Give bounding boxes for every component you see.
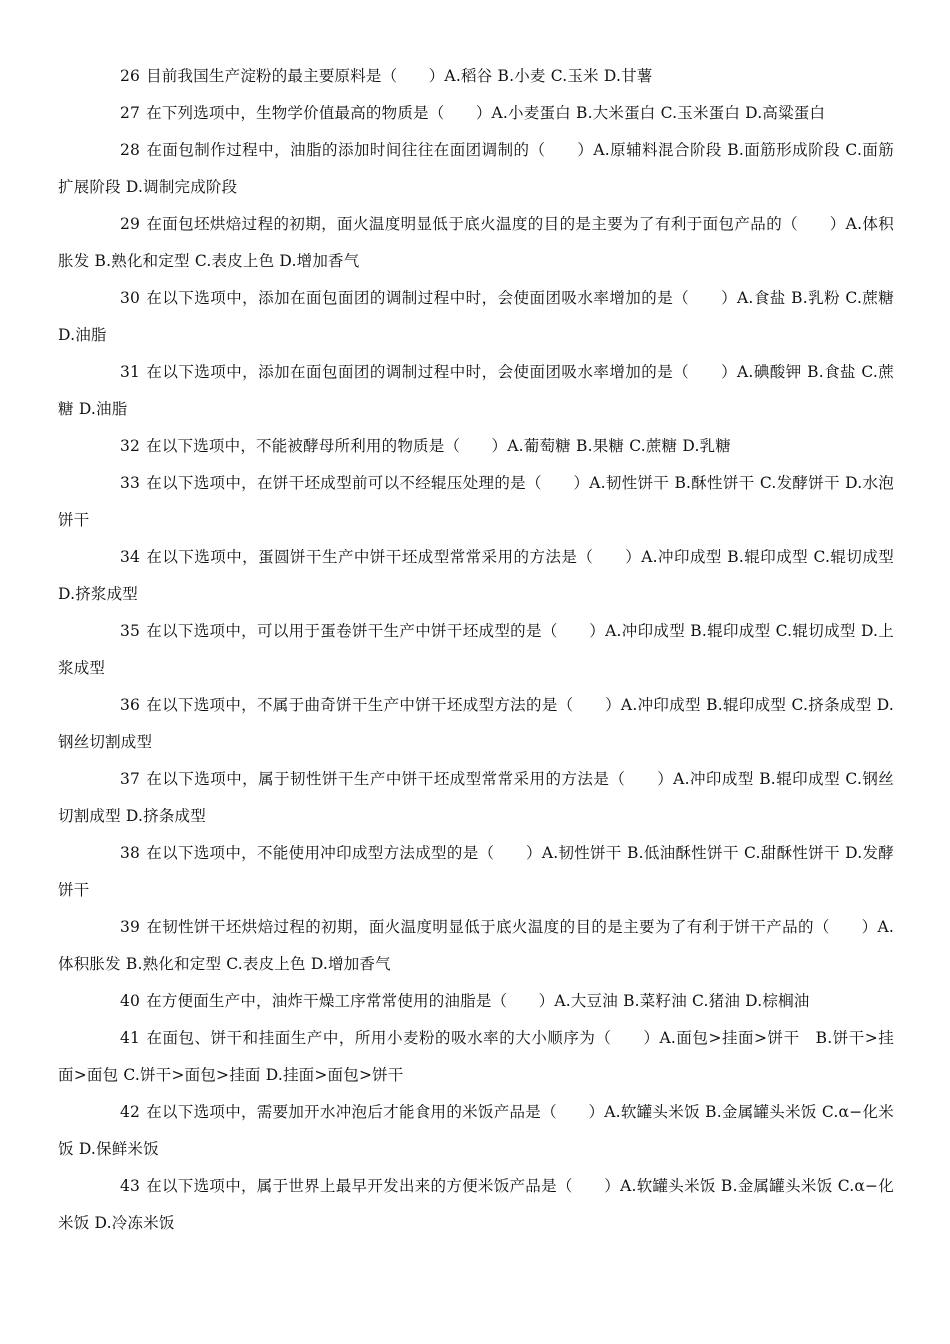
- question-38: [58, 835, 894, 909]
- question-27: [58, 95, 894, 132]
- question-text: 目前我国生产淀粉的最主要原料是（ ）A.稻谷 B.小麦 C.玉米 D.甘薯: [146, 67, 653, 85]
- question-text: 在以下选项中，添加在面包面团的调制过程中时，会使面团吸水率增加的是（ ）A.碘酸钾 B.食盐 C.蔗糖 D.油脂: [58, 363, 894, 418]
- question-26: [58, 58, 894, 95]
- question-39: [58, 909, 894, 983]
- question-number: 34: [120, 548, 141, 566]
- question-text: 在面包制作过程中，油脂的添加时间往往在面团调制的（ ）A.原辅料混合阶段 B.面筋形成阶段 C.面筋扩展阶段 D.调制完成阶段: [58, 141, 894, 196]
- question-text: 在以下选项中，蛋圆饼干生产中饼干坯成型常常采用的方法是（ ）A.冲印成型 B.辊印成型 C.辊切成型 D.挤浆成型: [58, 548, 894, 603]
- question-number: 38: [120, 844, 141, 862]
- question-40: [58, 983, 894, 1020]
- question-number: 30: [120, 289, 141, 307]
- question-number: 32: [120, 437, 141, 455]
- question-32: [58, 428, 894, 465]
- question-number: 31: [120, 363, 141, 381]
- question-text: 在方便面生产中，油炸干燥工序常常使用的油脂是（ ）A.大豆油 B.菜籽油 C.猪油 D.棕榈油: [146, 992, 810, 1010]
- question-text: 在以下选项中，不能使用冲印成型方法成型的是（ ）A.韧性饼干 B.低油酥性饼干 C.甜酥性饼干 D.发酵饼干: [58, 844, 894, 899]
- question-text: 在韧性饼干坯烘焙过程的初期，面火温度明显低于底火温度的目的是主要为了有利于饼干产品的（ ）A.体积胀发 B.熟化和定型 C.表皮上色 D.增加香气: [58, 918, 894, 973]
- question-text: 在以下选项中，可以用于蛋卷饼干生产中饼干坯成型的是（ ）A.冲印成型 B.辊印成型 C.辊切成型 D.上浆成型: [58, 622, 894, 677]
- question-number: 28: [120, 141, 141, 159]
- question-text: 在下列选项中，生物学价值最高的物质是（ ）A.小麦蛋白 B.大米蛋白 C.玉米蛋白 D.高粱蛋白: [146, 104, 826, 122]
- question-number: 43: [120, 1177, 141, 1195]
- question-text: 在以下选项中，添加在面包面团的调制过程中时，会使面团吸水率增加的是（ ）A.食盐 B.乳粉 C.蔗糖 D.油脂: [58, 289, 894, 344]
- question-text: 在以下选项中，不能被酵母所利用的物质是（ ）A.葡萄糖 B.果糖 C.蔗糖 D.乳糖: [146, 437, 731, 455]
- question-number: 26: [120, 67, 141, 85]
- question-text: 在面包坯烘焙过程的初期，面火温度明显低于底火温度的目的是主要为了有利于面包产品的（ ）A.体积胀发 B.熟化和定型 C.表皮上色 D.增加香气: [58, 215, 894, 270]
- question-41: [58, 1020, 894, 1094]
- question-number: 35: [120, 622, 141, 640]
- question-33: [58, 465, 894, 539]
- question-text: 在以下选项中，需要加开水冲泡后才能食用的米饭产品是（ ）A.软罐头米饭 B.金属罐头米饭 C.α−化米饭 D.保鲜米饭: [58, 1103, 894, 1158]
- question-text: 在以下选项中，属于韧性饼干生产中饼干坯成型常常采用的方法是（ ）A.冲印成型 B.辊印成型 C.钢丝切割成型 D.挤条成型: [58, 770, 894, 825]
- question-number: 29: [120, 215, 141, 233]
- question-34: [58, 539, 894, 613]
- question-43: [58, 1168, 894, 1242]
- question-number: 40: [120, 992, 141, 1010]
- question-text: 在以下选项中，属于世界上最早开发出来的方便米饭产品是（ ）A.软罐头米饭 B.金属罐头米饭 C.α−化米饭 D.冷冻米饭: [58, 1177, 894, 1232]
- question-number: 27: [120, 104, 141, 122]
- document-page: [58, 58, 894, 1242]
- question-text: 在面包、饼干和挂面生产中，所用小麦粉的吸水率的大小顺序为（ ）A.面包>挂面>饼干 B.饼干>挂面>面包 C.饼干>面包>挂面 D.挂面>面包>饼干: [58, 1029, 894, 1084]
- question-36: [58, 687, 894, 761]
- question-number: 39: [120, 918, 141, 936]
- question-number: 33: [120, 474, 141, 492]
- question-number: 42: [120, 1103, 141, 1121]
- question-text: 在以下选项中，不属于曲奇饼干生产中饼干坯成型方法的是（ ）A.冲印成型 B.辊印成型 C.挤条成型 D.钢丝切割成型: [58, 696, 894, 751]
- question-29: [58, 206, 894, 280]
- question-30: [58, 280, 894, 354]
- question-text: 在以下选项中，在饼干坯成型前可以不经辊压处理的是（ ）A.韧性饼干 B.酥性饼干 C.发酵饼干 D.水泡饼干: [58, 474, 894, 529]
- question-number: 41: [120, 1029, 141, 1047]
- question-number: 37: [120, 770, 141, 788]
- question-28: [58, 132, 894, 206]
- question-37: [58, 761, 894, 835]
- question-31: [58, 354, 894, 428]
- question-42: [58, 1094, 894, 1168]
- question-number: 36: [120, 696, 141, 714]
- question-35: [58, 613, 894, 687]
